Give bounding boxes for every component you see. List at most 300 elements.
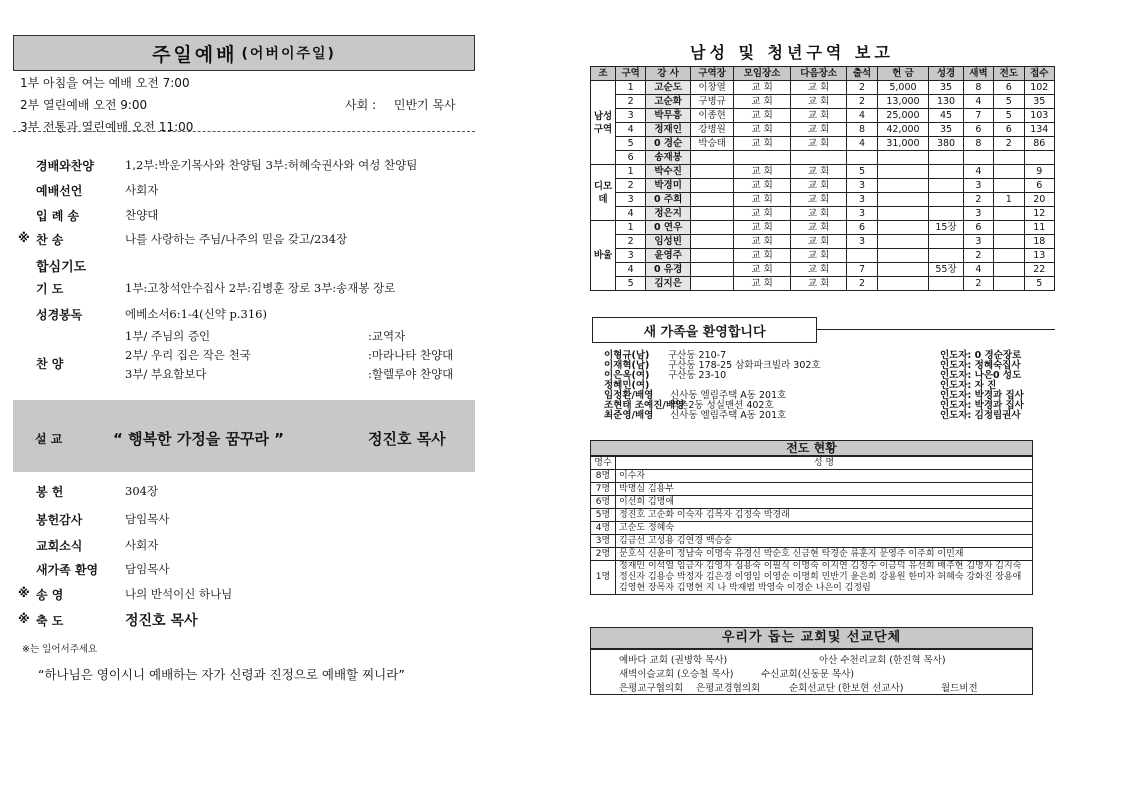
evangelism-heading: 전도 현황 [590,440,1033,456]
evangelism-names: 이수자 [616,470,1033,483]
report-cell: 교 회 [790,193,847,207]
report-cell: 3 [616,193,646,207]
header-cell: 접수 [1024,67,1054,81]
service-time-3: 3부 전통과 열린예배 오전 11:00 [20,120,194,134]
divider [13,131,475,132]
report-cell [994,151,1024,165]
officiant-name: 민반기 목사 [393,98,456,112]
report-cell: 송재봉 [646,151,691,165]
evangelism-count: 4명 [591,522,616,535]
report-cell [877,277,929,291]
report-cell: 1 [616,165,646,179]
report-cell: 교 회 [790,235,847,249]
order-label: 교회소식 [36,539,83,553]
report-cell: 13,000 [877,95,929,109]
family-guide: 인도자: 자 진 [940,380,997,391]
report-cell: 2 [847,81,877,95]
report-cell [994,263,1024,277]
bulletin-subtitle: (어버이주일) [241,46,336,62]
family-address: 신사동 엘림주택 A동 201호 [670,410,787,421]
report-cell: 6 [847,221,877,235]
mission-item: 은평교경협의회 [696,683,761,694]
report-row [591,165,1055,179]
bulletin-title-box [13,35,475,71]
report-cell: 5,000 [877,81,929,95]
report-cell: 교 회 [734,109,791,123]
report-cell: 2 [616,95,646,109]
report-cell: 교 회 [734,235,791,249]
report-cell: 22 [1024,263,1054,277]
report-cell: 13 [1024,249,1054,263]
report-cell [847,151,877,165]
report-cell: 8 [963,81,993,95]
family-name: 조현태 조예진/배영 [604,400,685,411]
order-content: 나를 사랑하는 주님/나주의 믿음 갖고/234장 [125,232,348,246]
report-cell: 6 [994,81,1024,95]
family-guide: 인도자: 박경과 집사 [940,400,1024,411]
report-cell: 6 [1024,179,1054,193]
report-cell: 3 [616,249,646,263]
report-cell: 교 회 [734,95,791,109]
report-row [591,81,1055,95]
report-cell: 8 [847,123,877,137]
report-cell: 김지은 [646,277,691,291]
evangelism-names: 김금선 고성용 김연경 백승숭 [616,535,1033,548]
report-cell [929,207,964,221]
evangelism-names: 문호식 신윤이 정남숙 이명숙 유경신 박순호 신금현 탁경순 류훈지 문영주 이주희 이민재 [616,548,1033,561]
report-cell [877,235,929,249]
family-address: 구산동 210-7 [668,350,727,361]
service-time-2: 2부 열린예배 오전 9:00 [20,98,148,112]
header-cell: 구역 [616,67,646,81]
order-content: 1,2부:박운기목사와 찬양팀 3부:허혜숙권사와 여성 찬양팀 [125,158,418,172]
report-cell: 4 [616,207,646,221]
report-row [591,123,1055,137]
report-cell [877,179,929,193]
report-cell: 4 [847,137,877,151]
sermon-label: 설 교 [35,432,63,446]
family-name: 이은옥(여) [604,370,650,381]
evangelism-count: 8명 [591,470,616,483]
report-cell [690,277,733,291]
report-cell: 4 [616,263,646,277]
sermon-preacher: 정진호 목사 [368,430,446,448]
report-cell: 교 회 [734,179,791,193]
report-cell [1024,151,1054,165]
evangelism-count: 1명 [591,561,616,595]
report-cell: 교 회 [734,123,791,137]
report-cell: 5 [616,277,646,291]
officiant [345,96,456,113]
family-address: 신사동 엘림주택 A동 201호 [670,390,787,401]
report-row [591,235,1055,249]
report-cell: 35 [929,123,964,137]
report-cell: 4 [616,123,646,137]
evangelism-header-row [591,457,1033,470]
report-cell [994,207,1024,221]
report-cell [690,151,733,165]
order-label: 예배선언 [36,184,83,198]
report-cell: 55장 [929,263,964,277]
report-cell: 2 [963,249,993,263]
report-cell [963,151,993,165]
header-cell: 모임장소 [734,67,791,81]
report-cell [690,165,733,179]
order-label: 송 영 [36,588,64,602]
report-cell: 정재인 [646,123,691,137]
evangelism-names: 정재민 이석열 임금자 김영자 심용숙 이필식 이명숙 이지연 김정수 이금덕 유선희 배주현 김명자 김지숙 정신자 김용승 박정자 김은경 이영임 이영순 이명희 민반기 윤은희 강용원 한미자 허혜숙 강화진 장용애 김영현 장목자 김명현 지 나 박재범 박영숙 이경순 나은이 김정림 [616,561,1033,595]
report-cell: 11 [1024,221,1054,235]
report-cell: 2 [616,235,646,249]
report-cell: 박무흥 [646,109,691,123]
report-cell: 정은지 [646,207,691,221]
report-cell: 3 [963,207,993,221]
report-cell [994,165,1024,179]
evangelism-row [591,561,1033,595]
report-cell [994,277,1024,291]
report-row [591,95,1055,109]
report-cell: 교 회 [790,249,847,263]
report-cell: 8 [963,137,993,151]
group-report-table [590,66,1055,291]
report-cell: 134 [1024,123,1054,137]
report-cell: 2 [994,137,1024,151]
report-cell: 박수진 [646,165,691,179]
family-guide: 인도자: 김정림권사 [940,410,1021,421]
evangelism-row [591,483,1033,496]
report-cell: 이종현 [690,109,733,123]
report-row [591,263,1055,277]
order-content: 찬양대 [125,208,159,222]
report-cell [929,235,964,249]
report-cell: 교 회 [790,179,847,193]
report-cell: 고순화 [646,95,691,109]
order-content: 사회자 [125,538,159,552]
report-cell [690,235,733,249]
mission-item: 은평교구협의회 [619,683,684,694]
report-cell: 3 [847,235,877,249]
report-cell: 교 회 [734,263,791,277]
family-guide: 인도자: 나은0 성도 [940,370,1022,381]
report-cell [929,151,964,165]
bulletin-title: 주일예배 [152,43,238,66]
report-cell: 25,000 [877,109,929,123]
report-cell: 교 회 [790,263,847,277]
report-cell: 교 회 [790,277,847,291]
report-cell: 3 [847,193,877,207]
evangelism-body [591,470,1033,595]
family-guide: 인도자: 정혜숙집사 [940,360,1021,371]
report-cell: 4 [963,263,993,277]
report-cell: 교 회 [790,207,847,221]
report-cell: 31,000 [877,137,929,151]
report-cell: 4 [847,109,877,123]
mission-item: 새벽이슬교회 (오승철 목사) [619,669,734,680]
report-cell [690,249,733,263]
anthem-by: :교역자 [368,329,406,343]
evangelism-row [591,548,1033,561]
report-cell: 교 회 [734,165,791,179]
report-cell: 교 회 [790,109,847,123]
report-row [591,277,1055,291]
report-cell: 3 [963,179,993,193]
evangelism-names: 고순도 정혜숙 [616,522,1033,535]
group-name: 남성구역 [591,81,616,165]
report-cell [994,221,1024,235]
anthem-song: 1부/ 주님의 증인 [125,329,211,343]
report-row [591,151,1055,165]
family-guide: 인도자: 박경과 집사 [940,390,1024,401]
welcome-divider [817,329,1055,330]
report-cell: 교 회 [790,95,847,109]
report-cell [929,277,964,291]
report-cell: 이창열 [690,81,733,95]
report-cell [790,151,847,165]
report-cell: 박승태 [690,137,733,151]
header-cell: 강 사 [646,67,691,81]
report-cell: 0 경순 [646,137,691,151]
order-label: 기 도 [36,282,64,296]
family-name: 이재혁(남) [604,360,650,371]
evangelism-names: 정진호 고순화 이숙자 김목자 김정숙 박경래 [616,509,1033,522]
report-cell: 교 회 [790,137,847,151]
order-content: 1부:고창석안수집사 2부:김병훈 장로 3부:송재봉 장로 [125,281,396,295]
anthem-song: 2부/ 우리 집은 작은 천국 [125,348,251,362]
group-name: 디모데 [591,165,616,221]
report-cell: 2 [847,277,877,291]
family-name: 임정환/배영 [604,390,654,401]
evangelism-row [591,509,1033,522]
report-cell [877,207,929,221]
report-cell: 6 [963,123,993,137]
report-title: 남성 및 청년구역 보고 [690,43,894,62]
evangelism-count: 5명 [591,509,616,522]
report-cell: 18 [1024,235,1054,249]
group-name: 바울 [591,221,616,291]
service-time-1: 1부 아침을 여는 예배 오전 7:00 [20,76,190,90]
header-cell: 다음장소 [790,67,847,81]
report-body [591,81,1055,291]
report-cell [994,235,1024,249]
report-cell [690,179,733,193]
family-address: 구산동 178-25 삼화파크빌라 302호 [668,360,821,371]
report-cell: 103 [1024,109,1054,123]
report-cell [734,151,791,165]
anthem-song: 3부/ 부요함보다 [125,367,207,381]
evangelism-count: 2명 [591,548,616,561]
report-cell: 5 [616,137,646,151]
stand-mark: ※ [18,612,30,626]
report-cell: 42,000 [877,123,929,137]
report-cell: 교 회 [790,221,847,235]
report-cell: 7 [963,109,993,123]
report-cell: 2 [963,193,993,207]
family-guide: 인도자: 0 경순장로 [940,350,1022,361]
report-cell: 5 [847,165,877,179]
report-cell [994,179,1024,193]
report-cell: 3 [847,207,877,221]
welcome-heading: 새 가족을 환영합니다 [592,317,817,343]
report-cell: 교 회 [734,277,791,291]
report-cell: 380 [929,137,964,151]
anthem-label: 찬 양 [36,357,64,371]
order-label: 성경봉독 [36,308,83,322]
report-cell: 3 [616,109,646,123]
missions-heading: 우리가 돕는 교회및 선교단체 [590,627,1033,649]
report-cell: 강병원 [690,123,733,137]
report-cell: 5 [994,109,1024,123]
order-content: 담임목사 [125,562,170,576]
family-name: 이형규(남) [604,350,650,361]
evangelism-row [591,496,1033,509]
report-row [591,137,1055,151]
family-name: 최준영/배영 [604,410,654,421]
report-cell [847,249,877,263]
anthem-by: :할렐루야 찬양대 [368,367,454,381]
report-cell: 교 회 [734,249,791,263]
report-header-row [591,67,1055,81]
report-cell: 2 [963,277,993,291]
mission-item: 예바다 교회 (권병학 목사) [619,655,728,666]
report-cell: 6 [994,123,1024,137]
report-cell: 4 [963,95,993,109]
report-cell: 0 연우 [646,221,691,235]
report-cell [877,151,929,165]
report-cell: 45 [929,109,964,123]
stand-mark: ※ [18,231,30,245]
report-cell: 교 회 [734,207,791,221]
header-cell: 명수 [591,457,616,470]
report-cell: 9 [1024,165,1054,179]
evangelism-row [591,535,1033,548]
stand-note: ※는 일어서주세요 [22,644,98,655]
mission-item: 아산 수천리교회 (한진혁 목사) [819,655,946,666]
order-content: 에베소서6:1-4(신약 p.316) [125,307,267,321]
report-cell: 고순도 [646,81,691,95]
sermon-title: “ 행복한 가정을 꿈꾸라 ” [113,430,285,448]
order-label: 찬 송 [36,233,64,247]
report-cell: 교 회 [790,123,847,137]
report-cell: 1 [994,193,1024,207]
report-cell [690,207,733,221]
stand-mark: ※ [18,586,30,600]
header-cell: 구역장 [690,67,733,81]
report-cell: 2 [847,95,877,109]
report-cell [929,249,964,263]
report-cell: 4 [963,165,993,179]
report-cell: 3 [847,179,877,193]
evangelism-table [590,456,1033,595]
evangelism-names: 박명심 김용부 [616,483,1033,496]
order-content: 담임목사 [125,512,170,526]
order-content: 나의 반석이신 하나님 [125,587,233,601]
report-cell: 1 [616,81,646,95]
mission-item: 월드비전 [941,683,978,694]
header-cell: 전도 [994,67,1024,81]
report-cell: 86 [1024,137,1054,151]
report-cell: 교 회 [734,221,791,235]
sermon-box [13,400,475,472]
report-cell [994,249,1024,263]
report-row [591,179,1055,193]
report-row [591,193,1055,207]
order-content: 사회자 [125,183,159,197]
evangelism-count: 3명 [591,535,616,548]
report-cell: 0 유경 [646,263,691,277]
report-cell: 교 회 [734,137,791,151]
report-cell [690,193,733,207]
report-cell: 130 [929,95,964,109]
report-cell: 12 [1024,207,1054,221]
report-cell: 교 회 [734,81,791,95]
mission-item: 순회선교단 (한보현 선교사) [789,683,904,694]
evangelism-count: 7명 [591,483,616,496]
report-row [591,249,1055,263]
evangelism-count: 6명 [591,496,616,509]
report-cell: 5 [1024,277,1054,291]
report-cell [690,263,733,277]
report-cell: 15장 [929,221,964,235]
order-content: 정진호 목사 [125,613,198,629]
mission-item: 수신교회(신동문 목사) [761,669,855,680]
report-cell: 7 [847,263,877,277]
family-address: 구산동 23-10 [668,370,727,381]
order-label: 새가족 환영 [36,563,99,577]
report-cell: 35 [1024,95,1054,109]
order-label: 축 도 [36,614,64,628]
family-address: 역촌2동 성실맨션 402호 [670,400,774,411]
report-cell: 2 [616,179,646,193]
report-cell: 1 [616,221,646,235]
report-cell [877,193,929,207]
order-content: 304장 [125,484,159,498]
order-label: 경배와찬양 [36,159,94,173]
report-cell [929,193,964,207]
evangelism-names: 이선희 김명애 [616,496,1033,509]
order-label: 봉헌감사 [36,513,83,527]
closing-verse: “하나님은 영이시니 예배하는 자가 신령과 진정으로 예배할 찌니라” [38,667,405,682]
report-cell [877,165,929,179]
report-cell [877,263,929,277]
header-cell: 조 [591,67,616,81]
report-cell: 구병규 [690,95,733,109]
order-label: 입 례 송 [36,209,80,223]
report-cell: 임성빈 [646,235,691,249]
order-label: 합심기도 [36,260,87,275]
report-row [591,207,1055,221]
report-cell: 교 회 [734,193,791,207]
report-row [591,221,1055,235]
family-name: 정혜민(여) [604,380,650,391]
report-cell: 5 [994,95,1024,109]
report-cell: 교 회 [790,165,847,179]
report-cell: 20 [1024,193,1054,207]
report-cell: 교 회 [790,81,847,95]
header-cell: 성 명 [616,457,1033,470]
report-cell: 3 [963,235,993,249]
missions-box [590,649,1033,695]
report-cell [877,221,929,235]
evangelism-row [591,470,1033,483]
report-row [591,109,1055,123]
report-cell: 0 주희 [646,193,691,207]
order-label: 봉 헌 [36,485,64,499]
report-cell [929,179,964,193]
header-cell: 헌 금 [877,67,929,81]
anthem-by: :마라나타 찬양대 [368,348,454,362]
header-cell: 출석 [847,67,877,81]
report-cell: 박경미 [646,179,691,193]
